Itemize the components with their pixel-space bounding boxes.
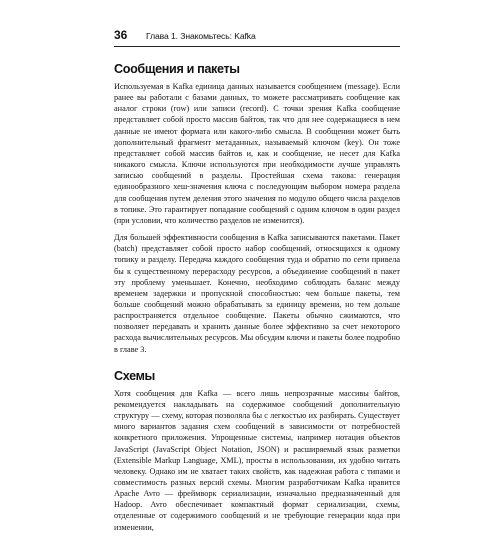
chapter-title: Глава 1. Знакомьтесь: Kafka: [146, 31, 256, 41]
page-content: [114, 62, 400, 539]
paragraph-messages-2: Для большей эффективности сообщения в Kafka записываются пакетами. Пакет (batch) представляет собой просто набор сообщений, относящихся к одному топику и разделу. Передача каждого сообщения туда и обратно по сети привела бы к существенному перерасходу ресурсов, а объединение сообщений в пакет эту проблему уменьшает. Конечно, необходимо соблюдать баланс между временем задержки и пропускной способностью: чем больше пакеты, тем больше сообщений можно обрабатывать за единицу времени, но тем дольше распространяется отдельное сообщение. Пакеты обычно сжимаются, что позволяет передавать и хранить данные более эффективно за счет некоторого расхода вычислительных ресурсов. Мы обсудим ключи и пакеты более подробно в главе 3.: [114, 233, 400, 354]
section-heading-messages: Сообщения и пакеты: [114, 62, 240, 76]
paragraph-messages-1: Используемая в Kafka единица данных называется сообщением (message). Если ранее вы работали с базами данных, то можете рассматривать сообщение как аналог строки (row) или записи (record). С точки зрения Kafka сообщение представляет собой просто массив байтов, так что для нее содержащиеся в нем данные не имеют формата или какого-либо смысла. В сообщении может быть дополнительный фрагмент метаданных, называемый ключом (key). Он тоже представляет собой массив байтов и, как и сообщение, не несет для Kafka никакого смысла. Ключи используются при необходимости лучше управлять записью сообщений в разделы. Простейшая схема такова: генерация единообразного хеш-значения ключа с последующим выбором номера раздела для сообщения путем деления этого значения по модулю общего числа разделов в топике. Это гарантирует попадание сообщений с одним ключом в один раздел (при условии, что количество разделов не изменится).: [114, 82, 400, 225]
header-rule: [114, 46, 400, 47]
section-heading-schemas: Схемы: [114, 368, 155, 383]
page-number: 36: [114, 28, 128, 42]
running-header: [114, 28, 400, 44]
paragraph-schemas-1: Хотя сообщения для Kafka — всего лишь непрозрачные массивы байтов, рекомендуется накладывать на содержимое сообщений дополнительную структуру — схему, которая позволяла бы с легкостью их разбирать. Существует много вариантов задания схем сообщений в зависимости от потребностей конкретного приложения. Упрощенные системы, например нотация объектов JavaScript (JavaScript Object Notation, JSON) и расширяемый язык разметки (Extensible Markup Language, XML), просты в использовании, их удобно читать человеку. Однако им не хватает таких свойств, как надежная работа с типами и совместимость разных версий схемы. Многим разработчикам Kafka нравится Apache Avro — фреймворк сериализации, изначально предназначенный для Hadoop. Avro обеспечивает компактный формат сериализации, схемы, отделенные от содержимого сообщений и не требующие генерации кода при изменении,: [114, 388, 400, 532]
